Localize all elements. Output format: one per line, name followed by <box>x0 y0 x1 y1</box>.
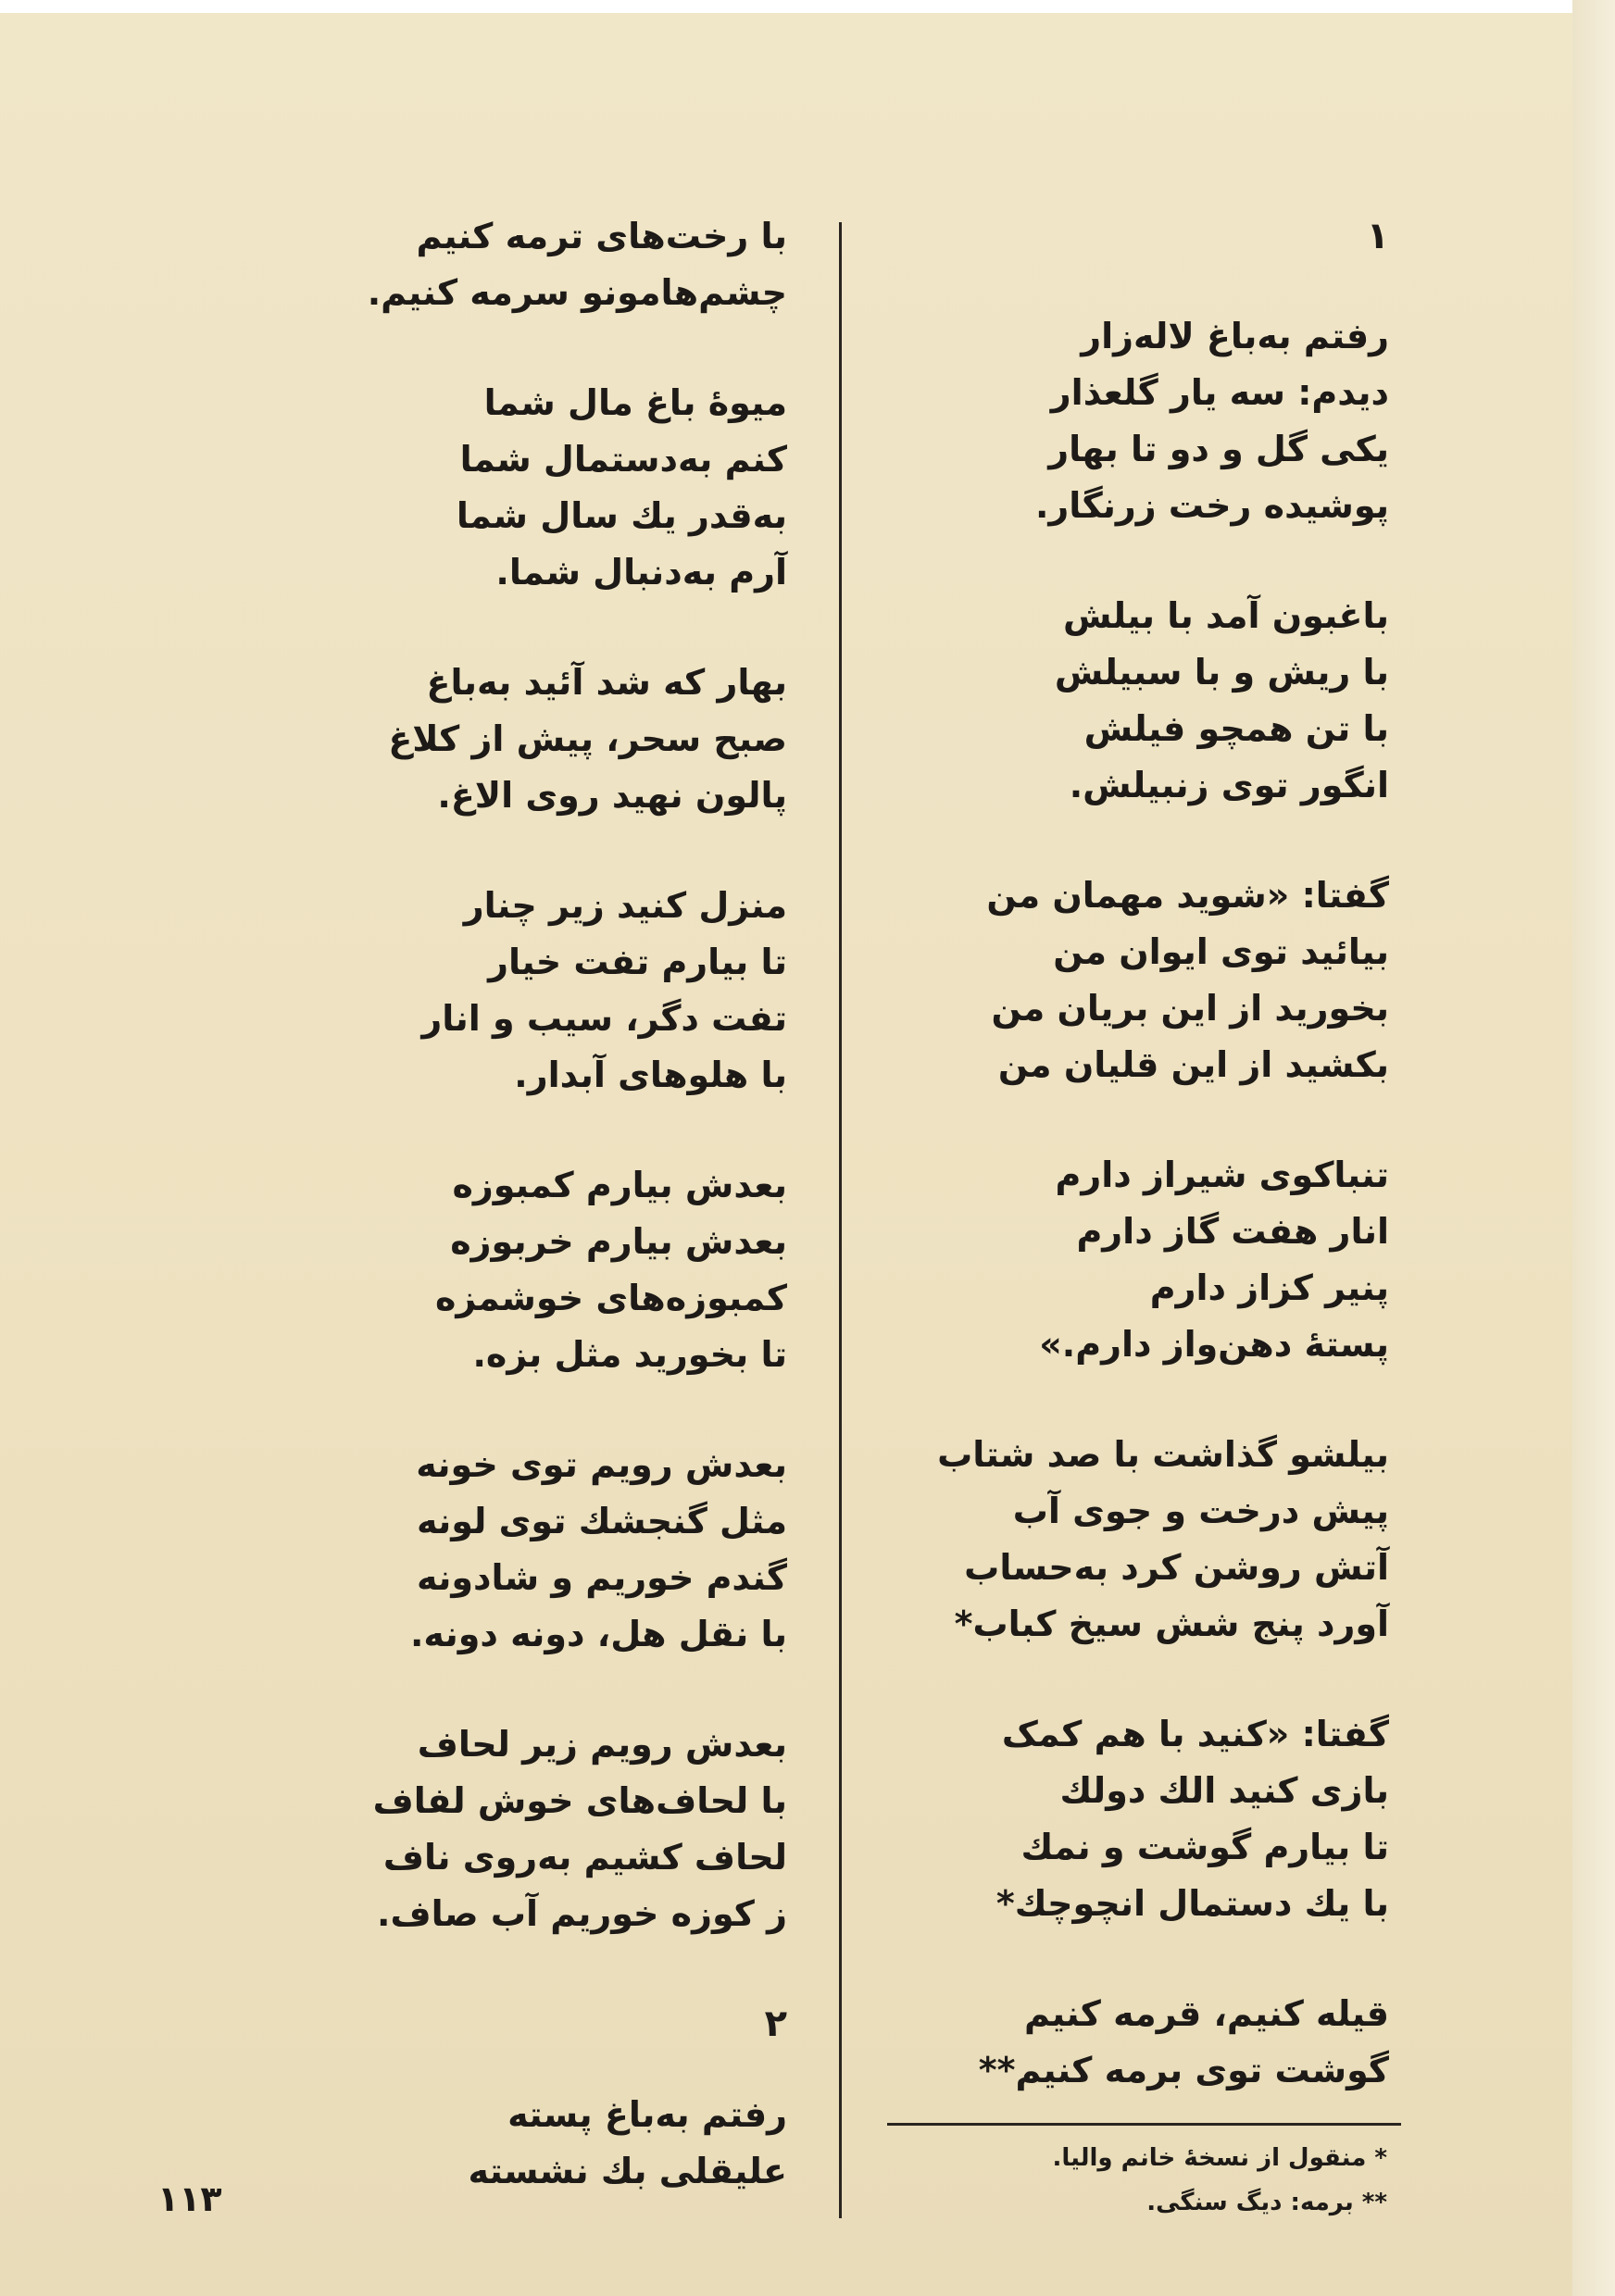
verse-line: بعدش بیارم کمبوزه <box>452 1165 787 1205</box>
stanza-6 <box>926 1706 1389 1932</box>
stanza-7 <box>926 1986 1389 2099</box>
verse-line: ز کوزه خوریم آب صاف. <box>377 1893 787 1934</box>
spacer <box>926 814 1389 867</box>
verse-line: تا بیارم گوشت و نمك <box>1020 1827 1389 1867</box>
footnote-rule <box>887 2123 1401 2126</box>
spacer <box>370 1663 787 1716</box>
verse-line: صبح سحر، پیش از کلاغ <box>388 718 787 759</box>
verse-line: چشم‌هامونو سرمه کنیم. <box>367 272 787 313</box>
stanza-1 <box>926 308 1389 534</box>
verse-line: بعدش بیارم خربوزه <box>450 1221 787 1262</box>
spacer <box>370 1942 787 1996</box>
stanza-cont-6 <box>370 1437 787 1663</box>
footnote: ** برمه: دیگ سنگی. <box>1146 2189 1387 2216</box>
stanza-cont-3 <box>370 655 787 824</box>
verse-line: گندم خوریم و شادونه <box>417 1557 787 1598</box>
verse-line: لحاف کشیم به‌روی ناف <box>382 1837 787 1878</box>
verse-line: گوشت توی برمه کنیم** <box>978 2050 1389 2090</box>
stanza-cont-7 <box>370 1716 787 1942</box>
verse-line: میوهٔ باغ مال شما <box>483 382 787 423</box>
verse-line: با لحاف‌های خوش لفاف <box>372 1780 787 1821</box>
verse-line: انگور توی زنبیلش. <box>1069 765 1389 805</box>
verse-line: گفتا: «کنید با هم کمک <box>1001 1714 1389 1754</box>
spacer <box>926 264 1389 308</box>
right-column <box>926 208 1389 2099</box>
verse-line: پیش درخت و جوی آب <box>1012 1491 1389 1531</box>
verse-line: آتش روشن کرد به‌حساب <box>964 1547 1389 1588</box>
scan-edge-right <box>1572 0 1615 2296</box>
stanza-2 <box>926 588 1389 814</box>
spacer <box>926 534 1389 588</box>
verse-line: قیله کنیم، قرمه کنیم <box>1023 1993 1389 2034</box>
stanza-4 <box>926 1147 1389 1373</box>
stanza-3 <box>926 867 1389 1093</box>
verse-line: با ریش و با سبیلش <box>1054 652 1389 693</box>
verse-line: آرم به‌دنبال شما. <box>495 552 787 593</box>
verse-line: با یك دستمال انچوچك* <box>995 1883 1389 1924</box>
spacer <box>926 1932 1389 1986</box>
verse-line: تا بخورید مثل بزه. <box>472 1334 787 1375</box>
spacer <box>926 1653 1389 1706</box>
spacer <box>926 1373 1389 1427</box>
verse-line: بیائید توی ایوان من <box>1053 931 1389 972</box>
column-divider <box>839 222 842 2218</box>
spacer <box>370 1383 787 1437</box>
verse-line: گفتا: «شوید مهمان من <box>986 875 1389 916</box>
verse-line: پنیر کزاز دارم <box>1149 1267 1389 1308</box>
verse-line: کنم به‌دستمال شما <box>459 439 787 480</box>
verse-line: پالون نهید روی الاغ. <box>437 775 787 816</box>
poem2-stanza-1 <box>370 2087 787 2200</box>
stanza-cont-4 <box>370 878 787 1104</box>
spacer <box>370 1104 787 1157</box>
footnotes <box>887 2136 1387 2225</box>
spacer <box>370 2052 787 2087</box>
stanza-5 <box>926 1427 1389 1653</box>
poem-number: ۱ <box>1366 215 1389 257</box>
verse-line: دیدم: سه یار گلعذار <box>1050 372 1389 413</box>
verse-line: یکی گل و دو تا بهار <box>1048 429 1389 469</box>
verse-line: به‌قدر یك سال شما <box>456 495 787 536</box>
footnote: * منقول از نسخهٔ خانم والیا. <box>1052 2144 1387 2172</box>
verse-line: انار هفت گاز دارم <box>1076 1211 1389 1252</box>
verse-line: کمبوزه‌های خوشمزه <box>434 1278 787 1318</box>
poem-number: ۲ <box>764 2003 787 2045</box>
spacer <box>370 824 787 878</box>
verse-line: با رخت‌های ترمه کنیم <box>416 216 787 256</box>
verse-line: تفت دگر، سیب و انار <box>421 998 787 1039</box>
scan-edge-top <box>0 0 1615 13</box>
stanza-cont-5 <box>370 1157 787 1383</box>
left-column <box>367 208 787 2200</box>
spacer <box>370 601 787 655</box>
verse-line: پوشیده رخت زرنگار. <box>1034 485 1389 526</box>
verse-line: علیقلی بك نشسته <box>468 2151 787 2191</box>
verse-line: آورد پنج شش سیخ کباب* <box>954 1603 1389 1644</box>
verse-line: بعدش رویم توی خونه <box>416 1444 787 1485</box>
verse-line: با نقل هل، دونه دونه. <box>410 1614 787 1654</box>
verse-line: بعدش رویم زیر لحاف <box>417 1724 787 1765</box>
verse-line: بکشید از این قلیان من <box>997 1044 1389 1085</box>
page-number: ۱۱۳ <box>157 2178 222 2219</box>
spacer <box>370 321 787 375</box>
verse-line: بازی کنید الك دولك <box>1059 1770 1389 1811</box>
verse-line: پستهٔ دهن‌واز دارم.» <box>1039 1324 1389 1365</box>
stanza-cont-2 <box>370 375 787 601</box>
verse-line: باغبون آمد با بیلش <box>1062 595 1389 636</box>
verse-line: منزل کنید زیر چنار <box>463 885 787 926</box>
verse-line: مثل گنجشك توی لونه <box>416 1501 787 1541</box>
verse-line: رفتم به‌باغ پسته <box>507 2094 787 2135</box>
verse-line: تنباکوی شیراز دارم <box>1055 1154 1389 1195</box>
stanza-cont-1 <box>367 208 787 321</box>
verse-line: تا بیارم تفت خیار <box>488 942 787 982</box>
verse-line: بخورید از این بریان من <box>991 988 1389 1029</box>
verse-line: با تن همچو فیلش <box>1083 708 1389 749</box>
verse-line: بیلشو گذاشت با صد شتاب <box>937 1434 1389 1475</box>
verse-line: رفتم به‌باغ لاله‌زار <box>1081 316 1389 356</box>
verse-line: بهار که شد آئید به‌باغ <box>426 662 787 703</box>
spacer <box>926 1093 1389 1147</box>
verse-line: با هلوهای آبدار. <box>514 1054 787 1095</box>
